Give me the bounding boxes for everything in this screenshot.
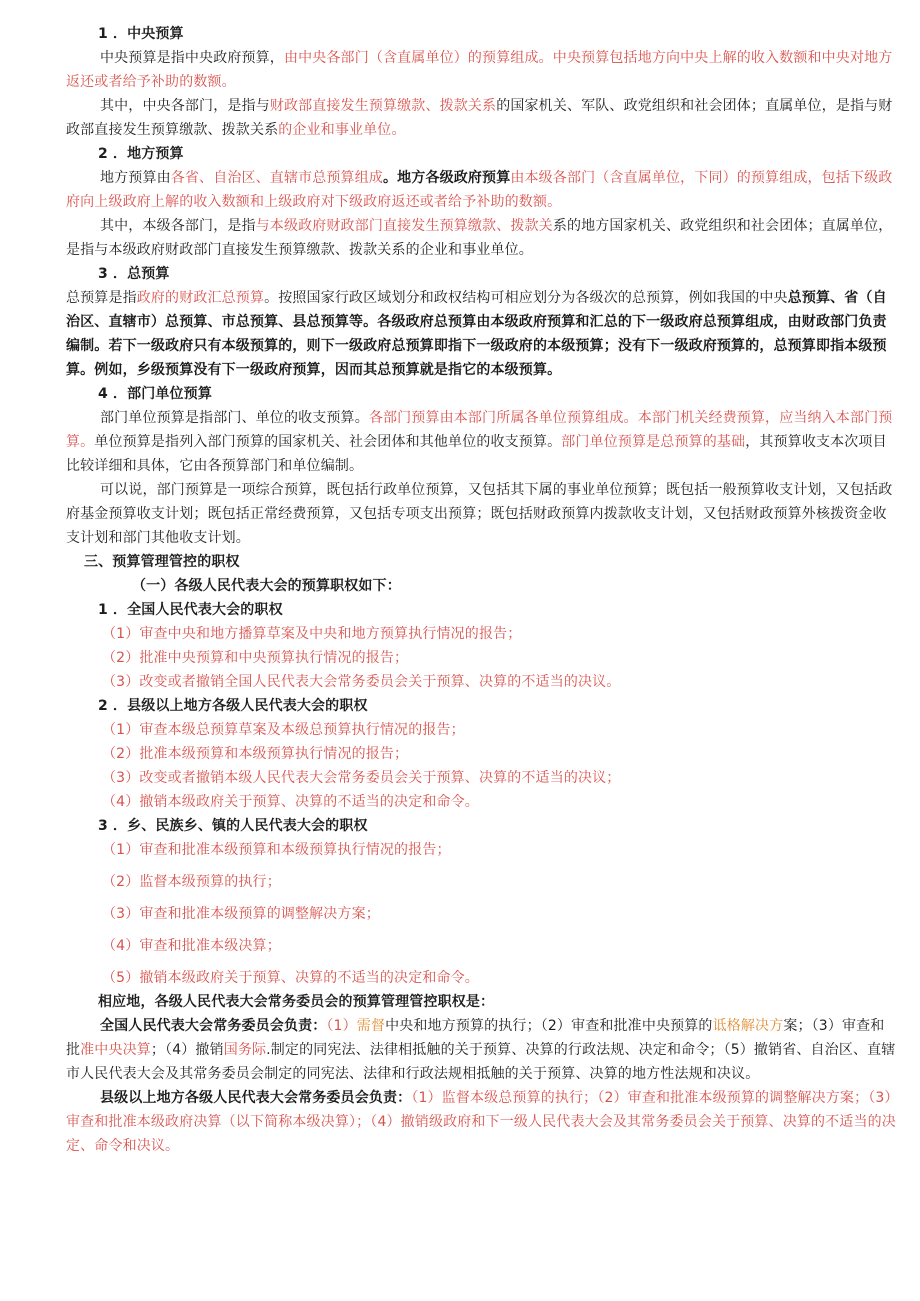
- heading-local-congress-authority: 2 ．县级以上地方各级人民代表大会的职权: [98, 698, 368, 714]
- list-item: （4）审查和批准本级决算；: [102, 938, 281, 954]
- para-local-budget-definition: 地方预算由各省、自治区、直辖市总预算组成。地方各级政府预算由本级各部门（含直属单位，下同）的预算组成，包括下级政府向上级政府上解的收入数额和上级政府对下级政府返还或者给予补助的数额。: [66, 170, 893, 210]
- para-central-budget-definition: 中央预算是指中央政府预算，由中央各部门（含直属单位）的预算组成。中央预算包括地方向中央上解的收入数额和中央对地方返还或者给予补助的数额。: [66, 50, 893, 90]
- list-item: （3）改变或者撤销本级人民代表大会常务委员会关于预算、决算的不适当的决议；: [102, 770, 621, 786]
- subheading-npc-authority: （一）各级人民代表大会的预算职权如下：: [132, 578, 401, 594]
- list-item: （4）撤销本级政府关于预算、决算的不适当的决定和命令。: [102, 794, 479, 810]
- heading-npc-authority: 1 ．全国人民代表大会的职权: [98, 602, 283, 618]
- para-department-budget-summary: 可以说，部门预算是一项综合预算，既包括行政单位预算，又包括其下属的事业单位预算；既包括一般预算收支计划，又包括政府基金预算收支计划；既包括正常经费预算，又包括专项支出预算；既包括财政预算内拨款收支计划，又包括财政预算外核拨资金收支计划和部门其他收支计划。: [66, 482, 893, 546]
- para-local-standing-committee: 县级以上地方各级人民代表大会常务委员会负责：（1）监督本级总预算的执行；（2）审查和批准本级预算的调整解决方案；（3）审查和批准本级政府决算（以下简称本级决算）；（4）撤销级政府和下一级人民代表大会及其常务委员会关于预算、决算的不适当的决定、命令和决议。: [66, 1090, 896, 1154]
- document-page: [66, 22, 898, 1158]
- list-item: （1）审查和批准本级预算和本级预算执行情况的报告；: [102, 842, 451, 858]
- para-department-budget-definition: 部门单位预算是指部门、单位的收支预算。各部门预算由本部门所属各单位预算组成。本部门机关经费预算，应当纳入本部门预算。单位预算是指列入部门预算的国家机关、社会团体和其他单位的收支预算。部门单位预算是总预算的基础，其预算收支本次项目比较详细和具体，它由各预算部门和单位编制。: [66, 410, 893, 474]
- para-general-budget-definition: 总预算是指政府的财政汇总预算。按照国家行政区域划分和政权结构可相应划分为各级次的总预算，例如我国的中央总预算、省（自治区、直辖市）总预算、市总预算、县总预算等。各级政府总预算由本级政府预算和汇总的下一级政府总预算组成，由财政部门负责编制。若下一级政府只有本级预算的，则下一级政府总预算即指下一级政府的本级预算；没有下一级政府预算的，总预算即指本级预算。例如，乡级预算没有下一级政府预算，因而其总预算就是指它的本级预算。: [66, 290, 887, 378]
- heading-township-congress-authority: 3 ．乡、民族乡、镇的人民代表大会的职权: [98, 818, 368, 834]
- heading-budget-authority: 三、预算管理管控的职权: [84, 554, 240, 570]
- list-item: （2）批准中央预算和中央预算执行情况的报告；: [102, 650, 409, 666]
- para-npc-standing-committee: 全国人民代表大会常务委员会负责：（1）需督中央和地方预算的执行；（2）审查和批准中央预算的诋格解决方案；（3）审查和批准中央决算；（4）撤销国务际.制定的同宪法、法律相抵触的关于预算、决算的行政法规、决定和命令；（5）撤销省、自治区、直辖市人民代表大会及其常务委员会制定的同宪法、法律和行政法规相抵触的关于预算、决算的地方性法规和决议。: [66, 1018, 896, 1082]
- list-item: （3）改变或者撤销全国人民代表大会常务委员会关于预算、决算的不适当的决议。: [102, 674, 621, 690]
- list-item: （3）审查和批准本级预算的调整解决方案；: [102, 906, 380, 922]
- heading-standing-committee-authority: 相应地，各级人民代表大会常务委员会的预算管理管控职权是：: [98, 994, 495, 1010]
- para-local-departments: 其中，本级各部门，是指与本级政府财政部门直接发生预算缴款、拨款关系的地方国家机关、政党组织和社会团体；直属单位，是指与本级政府财政部门直接发生预算缴款、拨款关系的企业和事业单位。: [66, 218, 893, 258]
- list-item: （1）审查中央和地方播算草案及中央和地方预算执行情况的报告；: [102, 626, 522, 642]
- heading-central-budget: 1 ．中央预算: [98, 26, 184, 42]
- para-central-departments: 其中，中央各部门，是指与财政部直接发生预算缴款、拨款关系的国家机关、军队、政党组织和社会团体；直属单位，是指与财政部直接发生预算缴款、拨款关系的企业和事业单位。: [66, 98, 893, 138]
- heading-local-budget: 2 ．地方预算: [98, 146, 184, 162]
- heading-general-budget: 3 ．总预算: [98, 266, 170, 282]
- list-item: （2）监督本级预算的执行；: [102, 874, 281, 890]
- list-item: （5）撤销本级政府关于预算、决算的不适当的决定和命令。: [102, 970, 479, 986]
- heading-department-budget: 4 ．部门单位预算: [98, 386, 212, 402]
- list-item: （1）审查本级总预算草案及本级总预算执行情况的报告；: [102, 722, 465, 738]
- list-item: （2）批准本级预算和本级预算执行情况的报告；: [102, 746, 409, 762]
